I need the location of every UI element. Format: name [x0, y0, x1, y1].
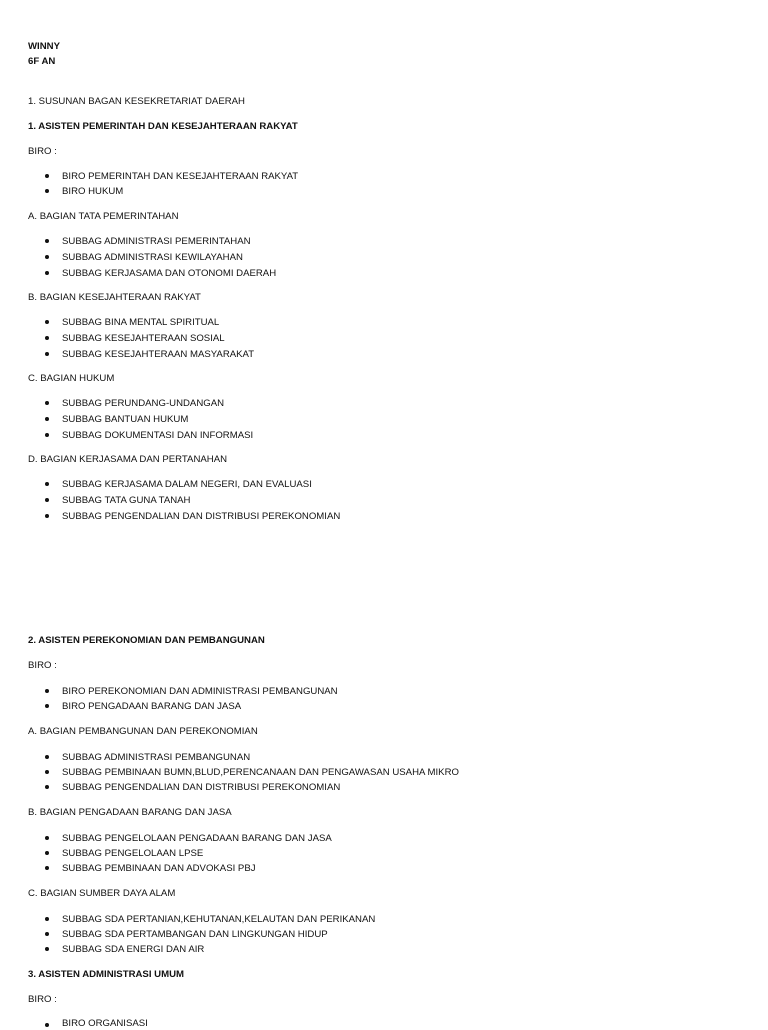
section-1-biro-label: BIRO : — [28, 146, 57, 157]
bullet-icon — [45, 401, 49, 405]
bullet-icon — [45, 336, 49, 340]
list-item: SUBBAG ADMINISTRASI PEMERINTAHAN — [62, 236, 251, 247]
bullet-icon — [45, 189, 49, 193]
bullet-icon — [45, 498, 49, 502]
section-3-heading: 3. ASISTEN ADMINISTRASI UMUM — [28, 969, 184, 980]
bullet-icon — [45, 174, 49, 178]
subsection-title: B. BAGIAN PENGADAAN BARANG DAN JASA — [28, 807, 232, 818]
list-item: SUBBAG BANTUAN HUKUM — [62, 414, 189, 425]
bullet-icon — [45, 932, 49, 936]
bullet-icon — [45, 271, 49, 275]
list-item: SUBBAG PENGENDALIAN DAN DISTRIBUSI PEREKONOMIAN — [62, 782, 341, 793]
subsection-title: C. BAGIAN HUKUM — [28, 373, 115, 384]
list-item: SUBBAG TATA GUNA TANAH — [62, 495, 191, 506]
section-3-biro-label: BIRO : — [28, 994, 57, 1005]
list-item: SUBBAG KESEJAHTERAAN MASYARAKAT — [62, 349, 255, 360]
subsection-title: A. BAGIAN PEMBANGUNAN DAN PEREKONOMIAN — [28, 726, 258, 737]
bullet-icon — [45, 917, 49, 921]
bullet-icon — [45, 239, 49, 243]
list-item: SUBBAG ADMINISTRASI PEMBANGUNAN — [62, 752, 251, 763]
list-item: SUBBAG PEMBINAAN DAN ADVOKASI PBJ — [62, 863, 256, 874]
list-item: SUBBAG ADMINISTRASI KEWILAYAHAN — [62, 252, 243, 263]
list-item: SUBBAG PERUNDANG-UNDANGAN — [62, 398, 225, 409]
subsection-title: D. BAGIAN KERJASAMA DAN PERTANAHAN — [28, 454, 228, 465]
section-2-biro-label: BIRO : — [28, 660, 57, 671]
bullet-icon — [45, 755, 49, 759]
list-item: BIRO HUKUM — [62, 186, 124, 197]
author-name: WINNY — [28, 41, 60, 52]
subsection-title: A. BAGIAN TATA PEMERINTAHAN — [28, 211, 179, 222]
list-item: SUBBAG DOKUMENTASI DAN INFORMASI — [62, 430, 254, 441]
list-item: SUBBAG PEMBINAAN BUMN,BLUD,PERENCANAAN DAN PENGAWASAN USAHA MIKRO — [62, 767, 459, 778]
bullet-icon — [45, 689, 49, 693]
bullet-icon — [45, 255, 49, 259]
bullet-icon — [45, 704, 49, 708]
bullet-icon — [45, 785, 49, 789]
bullet-icon — [45, 770, 49, 774]
list-item: SUBBAG KERJASAMA DAN OTONOMI DAERAH — [62, 268, 277, 279]
bullet-icon — [45, 433, 49, 437]
list-item: BIRO PEMERINTAH DAN KESEJAHTERAAN RAKYAT — [62, 171, 299, 182]
bullet-icon — [45, 482, 49, 486]
list-item: BIRO PEREKONOMIAN DAN ADMINISTRASI PEMBANGUNAN — [62, 686, 338, 697]
list-item: SUBBAG PENGELOLAAN LPSE — [62, 848, 204, 859]
section-1-heading: 1. ASISTEN PEMERINTAH DAN KESEJAHTERAAN RAKYAT — [28, 121, 298, 132]
bullet-icon — [45, 851, 49, 855]
list-item: SUBBAG SDA PERTANIAN,KEHUTANAN,KELAUTAN DAN PERIKANAN — [62, 914, 376, 925]
list-item: SUBBAG PENGELOLAAN PENGADAAN BARANG DAN JASA — [62, 833, 332, 844]
bullet-icon — [45, 320, 49, 324]
list-item: SUBBAG PENGENDALIAN DAN DISTRIBUSI PEREKONOMIAN — [62, 511, 341, 522]
list-item: SUBBAG SDA PERTAMBANGAN DAN LINGKUNGAN HIDUP — [62, 929, 328, 940]
list-item: BIRO PENGADAAN BARANG DAN JASA — [62, 701, 242, 712]
list-item: SUBBAG KESEJAHTERAAN SOSIAL — [62, 333, 225, 344]
bullet-icon — [45, 352, 49, 356]
bullet-icon — [45, 866, 49, 870]
list-item: SUBBAG KERJASAMA DALAM NEGERI, DAN EVALUASI — [62, 479, 312, 490]
bullet-icon — [45, 417, 49, 421]
author-class: 6F AN — [28, 56, 56, 67]
bullet-icon — [45, 514, 49, 518]
section-2-heading: 2. ASISTEN PEREKONOMIAN DAN PEMBANGUNAN — [28, 635, 265, 646]
subsection-title: C. BAGIAN SUMBER DAYA ALAM — [28, 888, 176, 899]
bullet-icon — [45, 947, 49, 951]
document-title: 1. SUSUNAN BAGAN KESEKRETARIAT DAERAH — [28, 96, 245, 107]
list-item: BIRO ORGANISASI — [62, 1018, 148, 1029]
list-item: SUBBAG SDA ENERGI DAN AIR — [62, 944, 205, 955]
bullet-icon — [45, 836, 49, 840]
list-item: SUBBAG BINA MENTAL SPIRITUAL — [62, 317, 220, 328]
subsection-title: B. BAGIAN KESEJAHTERAAN RAKYAT — [28, 292, 201, 303]
